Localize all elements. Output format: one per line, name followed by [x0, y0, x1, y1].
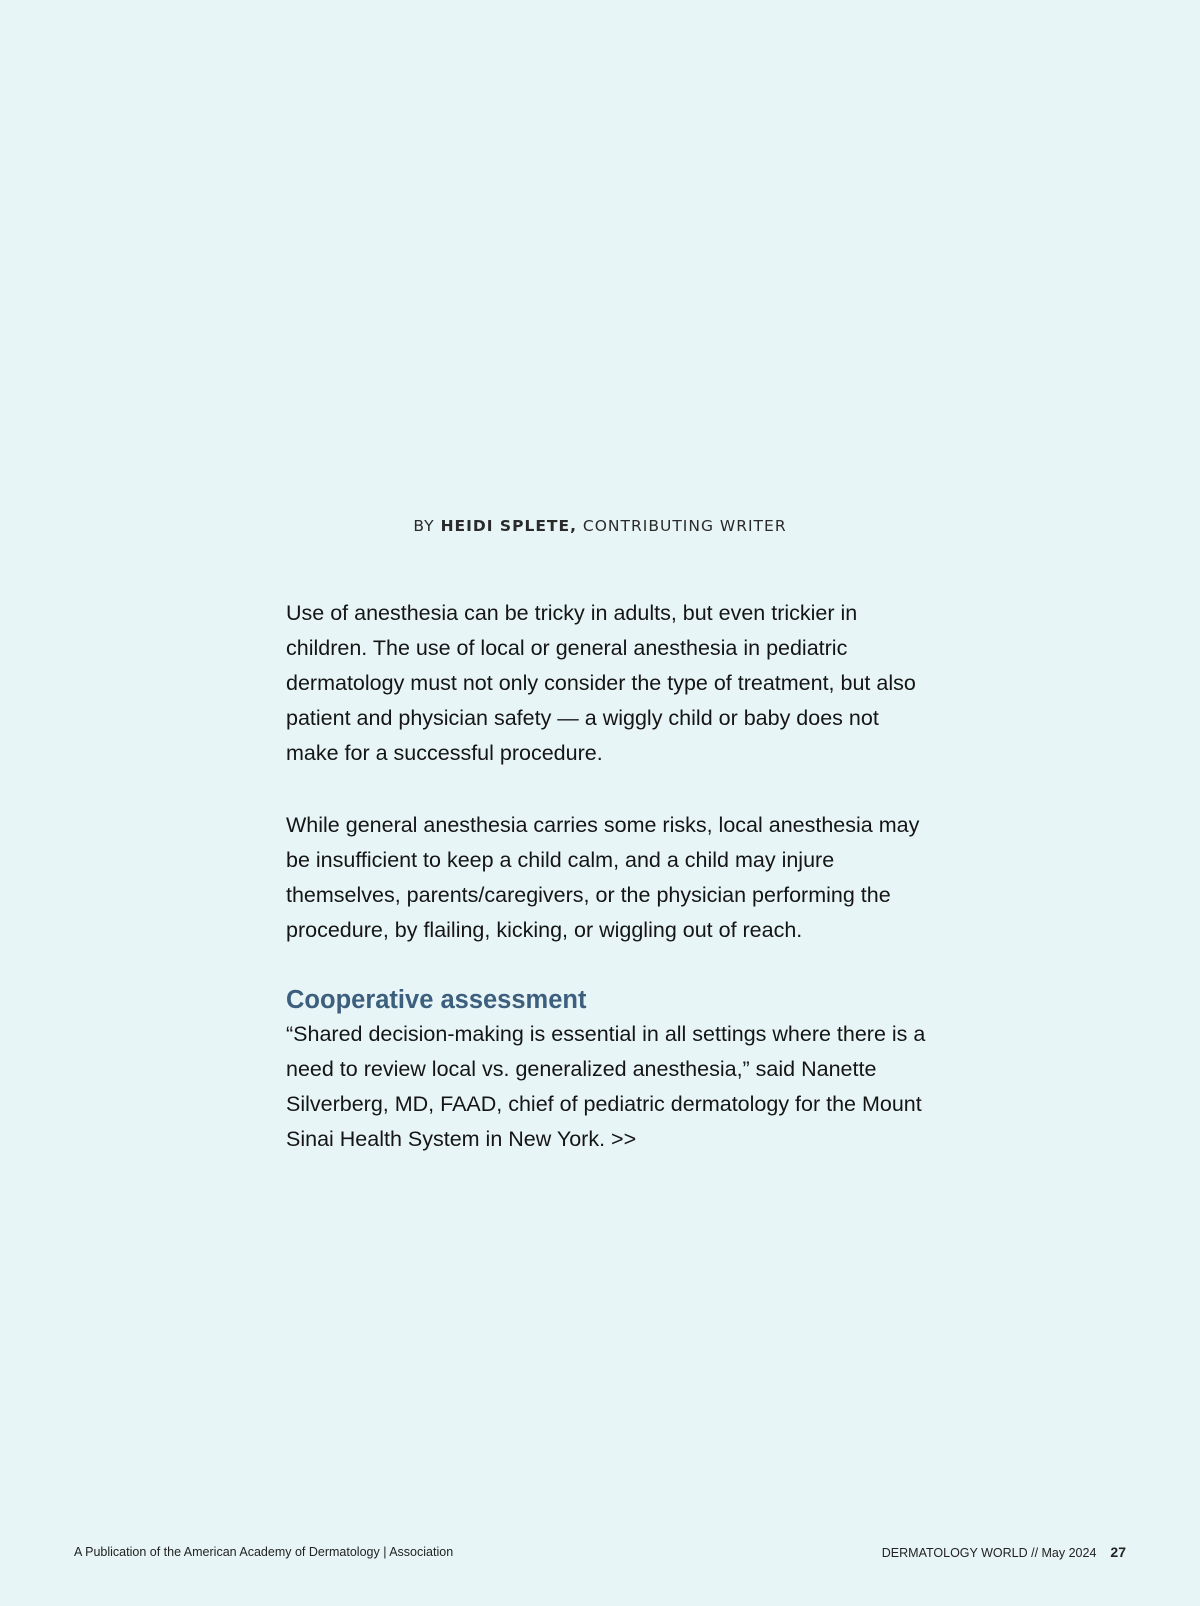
article-paragraph: While general anesthesia carries some risks, local anesthesia may be insufficient to keep a child calm, and a child may injure themselves, parents/caregivers, or the physician performing the procedure, by flailing, kicking, or wiggling out of reach. — [286, 813, 920, 942]
byline — [0, 517, 1200, 535]
footer-masthead — [882, 1544, 1126, 1560]
article-body — [286, 596, 926, 1157]
byline-author: HEIDI SPLETE, — [440, 517, 577, 535]
section-heading: Cooperative assessment — [286, 986, 587, 1014]
footer-publisher: A Publication of the American Academy of Dermatology | Association — [74, 1545, 454, 1559]
page-number: 27 — [1110, 1544, 1126, 1560]
byline-role: CONTRIBUTING WRITER — [576, 517, 787, 535]
byline-prefix: BY — [413, 517, 441, 535]
article-paragraph: “Shared decision-making is essential in all settings where there is a need to review local vs. generalized anesthesia,” said Nanette Silverberg, MD, FAAD, chief of pediatric dermatology for the Mount Sinai Health System in New York. >> — [286, 1022, 926, 1151]
article-paragraph: Use of anesthesia can be tricky in adults, but even trickier in children. The use of local or general anesthesia in pediatric dermatology must not only consider the type of treatment, but also patient and physician safety — a wiggly child or baby does not make for a successful procedure. — [286, 601, 916, 765]
footer-publication-date: DERMATOLOGY WORLD // May 2024 — [881, 1546, 1097, 1560]
